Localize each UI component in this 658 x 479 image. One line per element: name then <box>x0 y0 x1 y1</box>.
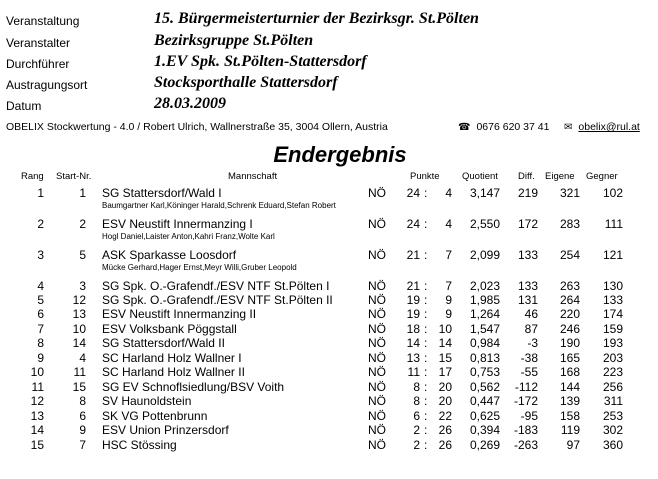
cell-p1: 19 <box>406 307 420 321</box>
cell-p2: 26 <box>438 438 452 452</box>
cell-sep: : <box>424 409 428 423</box>
cell-start: 13 <box>72 307 86 321</box>
cell-gegner: 130 <box>602 279 623 293</box>
cell-start: 4 <box>79 351 86 365</box>
cell-quotient: 1,264 <box>469 307 500 321</box>
cell-start: 14 <box>72 336 86 350</box>
meta-value: 28.03.2009 <box>154 95 226 112</box>
cell-eigene: 168 <box>559 365 580 379</box>
cell-gegner: 302 <box>602 423 623 437</box>
table-row <box>0 293 658 307</box>
cell-diff: 133 <box>517 279 538 293</box>
cell-region: NÖ <box>368 248 386 262</box>
cell-rang: 5 <box>37 293 44 307</box>
cell-gegner: 360 <box>602 438 623 452</box>
cell-gegner: 203 <box>602 351 623 365</box>
meta-value: Bezirksgruppe St.Pölten <box>154 32 314 49</box>
cell-team: ESV Neustift Innermanzing II <box>102 307 257 321</box>
cell-start: 5 <box>79 248 86 262</box>
cell-quotient: 2,023 <box>469 279 500 293</box>
cell-region: NÖ <box>368 307 386 321</box>
cell-team: SG Stattersdorf/Wald I <box>102 186 222 200</box>
cell-gegner: 253 <box>602 409 623 423</box>
cell-quotient: 1,985 <box>469 293 500 307</box>
email-link[interactable]: obelix@rul.at <box>578 121 640 133</box>
meta-label: Austragungsort <box>6 78 88 92</box>
cell-eigene: 283 <box>559 217 580 231</box>
col-header-team: Mannschaft <box>228 171 278 182</box>
meta-label: Datum <box>6 99 42 113</box>
cell-sep: : <box>424 423 428 437</box>
cell-region: NÖ <box>368 293 386 307</box>
meta-value: 15. Bürgermeisterturnier der Bezirksgr. St.Pölten <box>154 10 479 27</box>
cell-rang: 6 <box>37 307 44 321</box>
cell-diff: 219 <box>517 186 538 200</box>
cell-region: NÖ <box>368 336 386 350</box>
table-row <box>0 423 658 437</box>
cell-rang: 3 <box>37 248 44 262</box>
cell-rang: 12 <box>30 394 44 408</box>
cell-rang: 13 <box>30 409 44 423</box>
email-contact[interactable] <box>564 121 640 133</box>
cell-diff: 87 <box>524 322 538 336</box>
cell-p1: 24 <box>406 186 420 200</box>
col-header-eigene: Eigene <box>545 171 575 182</box>
cell-p1: 18 <box>406 322 420 336</box>
cell-team: SV Haunoldstein <box>102 394 192 408</box>
col-header-quotient: Quotient <box>462 171 498 182</box>
cell-rang: 9 <box>37 351 44 365</box>
cell-quotient: 3,147 <box>469 186 500 200</box>
cell-sep: : <box>424 336 428 350</box>
cell-gegner: 223 <box>602 365 623 379</box>
cell-p1: 14 <box>406 336 420 350</box>
page-title: Endergebnis <box>273 142 407 167</box>
cell-gegner: 193 <box>602 336 623 350</box>
cell-p2: 4 <box>445 217 452 231</box>
cell-p2: 15 <box>438 351 452 365</box>
cell-quotient: 0,984 <box>469 336 500 350</box>
cell-team: HSC Stössing <box>102 438 177 452</box>
cell-p1: 8 <box>413 380 420 394</box>
cell-sep: : <box>424 365 428 379</box>
cell-region: NÖ <box>368 351 386 365</box>
cell-p1: 6 <box>413 409 420 423</box>
cell-start: 10 <box>72 322 86 336</box>
cell-diff: -55 <box>520 365 538 379</box>
cell-p1: 2 <box>413 423 420 437</box>
meta-value: 1.EV Spk. St.Pölten-Stattersdorf <box>154 53 367 70</box>
cell-rang: 15 <box>30 438 44 452</box>
cell-eigene: 321 <box>559 186 580 200</box>
software-info: OBELIX Stockwertung - 4.0 / Robert Ulrich, Wallnerstraße 35, 3004 Ollern, Austria <box>6 121 388 133</box>
cell-p1: 19 <box>406 293 420 307</box>
cell-region: NÖ <box>368 438 386 452</box>
cell-sep: : <box>424 279 428 293</box>
cell-quotient: 0,753 <box>469 365 500 379</box>
cell-p1: 8 <box>413 394 420 408</box>
meta-label: Veranstaltung <box>6 14 80 28</box>
cell-sep: : <box>424 351 428 365</box>
cell-p2: 9 <box>445 293 452 307</box>
table-row <box>0 351 658 365</box>
telephone-icon: ☎ <box>458 122 471 133</box>
cell-diff: 46 <box>524 307 538 321</box>
cell-p1: 24 <box>406 217 420 231</box>
table-row <box>0 336 658 350</box>
cell-quotient: 0,813 <box>469 351 500 365</box>
cell-p1: 2 <box>413 438 420 452</box>
cell-p1: 13 <box>406 351 420 365</box>
cell-start: 11 <box>73 365 86 379</box>
cell-diff: 133 <box>517 248 538 262</box>
cell-diff: 172 <box>517 217 538 231</box>
cell-eigene: 165 <box>559 351 580 365</box>
cell-gegner: 256 <box>602 380 623 394</box>
cell-region: NÖ <box>368 279 386 293</box>
cell-team: SG Spk. O.-Grafendf./ESV NTF St.Pölten I <box>102 279 330 293</box>
cell-quotient: 0,447 <box>469 394 500 408</box>
cell-p2: 9 <box>445 307 452 321</box>
cell-rang: 14 <box>30 423 44 437</box>
cell-rang: 8 <box>37 336 44 350</box>
cell-team: ASK Sparkasse Loosdorf <box>102 248 237 262</box>
cell-region: NÖ <box>368 423 386 437</box>
cell-team: SG EV Schnoflsiedlung/BSV Voith <box>102 380 285 394</box>
cell-eigene: 190 <box>559 336 580 350</box>
cell-eigene: 139 <box>559 394 580 408</box>
cell-start: 12 <box>72 293 86 307</box>
cell-sep: : <box>424 394 428 408</box>
cell-start: 7 <box>79 438 86 452</box>
cell-p1: 11 <box>407 365 420 379</box>
table-row <box>0 438 658 452</box>
cell-p2: 17 <box>438 365 452 379</box>
cell-start: 3 <box>79 279 86 293</box>
cell-team: ESV Neustift Innermanzing I <box>102 217 253 231</box>
cell-rang: 4 <box>37 279 44 293</box>
cell-diff: -172 <box>513 394 538 408</box>
table-row <box>0 322 658 336</box>
cell-team: SG Spk. O.-Grafendf./ESV NTF St.Pölten II <box>102 293 333 307</box>
cell-diff: -38 <box>520 351 538 365</box>
cell-eigene: 246 <box>559 322 580 336</box>
cell-eigene: 119 <box>560 423 580 437</box>
cell-rang: 1 <box>37 186 44 200</box>
cell-team: SK VG Pottenbrunn <box>102 409 208 423</box>
cell-rang: 11 <box>31 380 44 394</box>
cell-eigene: 254 <box>559 248 580 262</box>
cell-quotient: 2,099 <box>469 248 500 262</box>
cell-sep: : <box>424 380 428 394</box>
cell-region: NÖ <box>368 217 386 231</box>
cell-gegner: 133 <box>602 293 623 307</box>
table-row <box>0 307 658 321</box>
cell-team: SC Harland Holz Wallner I <box>102 351 242 365</box>
col-header-diff: Diff. <box>518 171 535 182</box>
phone-number: 0676 620 37 41 <box>476 121 550 133</box>
cell-region: NÖ <box>368 394 386 408</box>
cell-region: NÖ <box>368 322 386 336</box>
cell-eigene: 97 <box>566 438 580 452</box>
cell-gegner: 174 <box>602 307 623 321</box>
cell-team: ESV Volksbank Pöggstall <box>102 322 237 336</box>
cell-eigene: 158 <box>559 409 580 423</box>
cell-quotient: 0,562 <box>469 380 500 394</box>
table-row <box>0 248 658 262</box>
cell-rang: 2 <box>37 217 44 231</box>
cell-p1: 21 <box>406 248 420 262</box>
team-players: Mücke Gerhard,Hager Ernst,Meyr Willi,Gruber Leopold <box>102 263 297 272</box>
cell-sep: : <box>424 307 428 321</box>
cell-eigene: 144 <box>559 380 580 394</box>
meta-label: Veranstalter <box>6 36 71 50</box>
cell-p1: 21 <box>406 279 420 293</box>
table-row <box>0 365 658 379</box>
cell-region: NÖ <box>368 365 386 379</box>
cell-diff: 131 <box>517 293 538 307</box>
cell-quotient: 2,550 <box>469 217 500 231</box>
cell-start: 2 <box>79 217 86 231</box>
table-row <box>0 409 658 423</box>
cell-rang: 7 <box>37 322 44 336</box>
cell-team: ESV Union Prinzersdorf <box>102 423 229 437</box>
cell-team: SC Harland Holz Wallner II <box>102 365 245 379</box>
table-row <box>0 186 658 200</box>
cell-sep: : <box>424 217 428 231</box>
cell-p2: 7 <box>445 279 452 293</box>
cell-start: 15 <box>72 380 86 394</box>
team-players: Hogl Daniel,Laister Anton,Kahri Franz,Wolte Karl <box>102 232 275 241</box>
col-header-start: Start-Nr. <box>56 171 92 182</box>
cell-start: 9 <box>79 423 86 437</box>
cell-sep: : <box>424 248 428 262</box>
table-row <box>0 394 658 408</box>
meta-value: Stocksporthalle Stattersdorf <box>154 74 338 91</box>
cell-gegner: 159 <box>602 322 623 336</box>
cell-p2: 20 <box>438 394 452 408</box>
cell-diff: -95 <box>520 409 538 423</box>
cell-sep: : <box>424 438 428 452</box>
col-header-punkte: Punkte <box>410 171 440 182</box>
cell-diff: -263 <box>513 438 538 452</box>
meta-label: Durchführer <box>6 57 70 71</box>
col-header-rang: Rang <box>21 171 44 182</box>
cell-sep: : <box>424 293 428 307</box>
cell-gegner: 102 <box>602 186 623 200</box>
cell-diff: -112 <box>514 380 538 394</box>
cell-gegner: 121 <box>602 248 623 262</box>
cell-start: 8 <box>79 394 86 408</box>
cell-gegner: 111 <box>604 217 623 231</box>
cell-p2: 26 <box>438 423 452 437</box>
table-row <box>0 217 658 231</box>
cell-eigene: 264 <box>559 293 580 307</box>
cell-diff: -183 <box>513 423 538 437</box>
cell-region: NÖ <box>368 409 386 423</box>
cell-start: 1 <box>79 186 86 200</box>
cell-gegner: 311 <box>603 394 623 408</box>
cell-region: NÖ <box>368 380 386 394</box>
cell-eigene: 220 <box>559 307 580 321</box>
cell-eigene: 263 <box>559 279 580 293</box>
cell-p2: 7 <box>445 248 452 262</box>
cell-quotient: 1,547 <box>469 322 500 336</box>
cell-sep: : <box>424 322 428 336</box>
envelope-icon: ✉ <box>564 122 573 133</box>
cell-start: 6 <box>79 409 86 423</box>
table-row <box>0 380 658 394</box>
cell-region: NÖ <box>368 186 386 200</box>
cell-p2: 20 <box>438 380 452 394</box>
team-players: Baumgartner Karl,Köninger Harald,Schrenk Eduard,Stefan Robert <box>102 201 336 210</box>
cell-p2: 22 <box>438 409 452 423</box>
cell-sep: : <box>424 186 428 200</box>
cell-p2: 10 <box>438 322 452 336</box>
cell-p2: 14 <box>438 336 452 350</box>
cell-quotient: 0,269 <box>469 438 500 452</box>
cell-p2: 4 <box>445 186 452 200</box>
col-header-gegner: Gegner <box>586 171 618 182</box>
cell-quotient: 0,625 <box>469 409 500 423</box>
phone-contact <box>458 121 549 133</box>
cell-diff: -3 <box>527 336 538 350</box>
cell-quotient: 0,394 <box>469 423 500 437</box>
cell-team: SG Stattersdorf/Wald II <box>102 336 225 350</box>
table-row <box>0 279 658 293</box>
cell-rang: 10 <box>30 365 44 379</box>
